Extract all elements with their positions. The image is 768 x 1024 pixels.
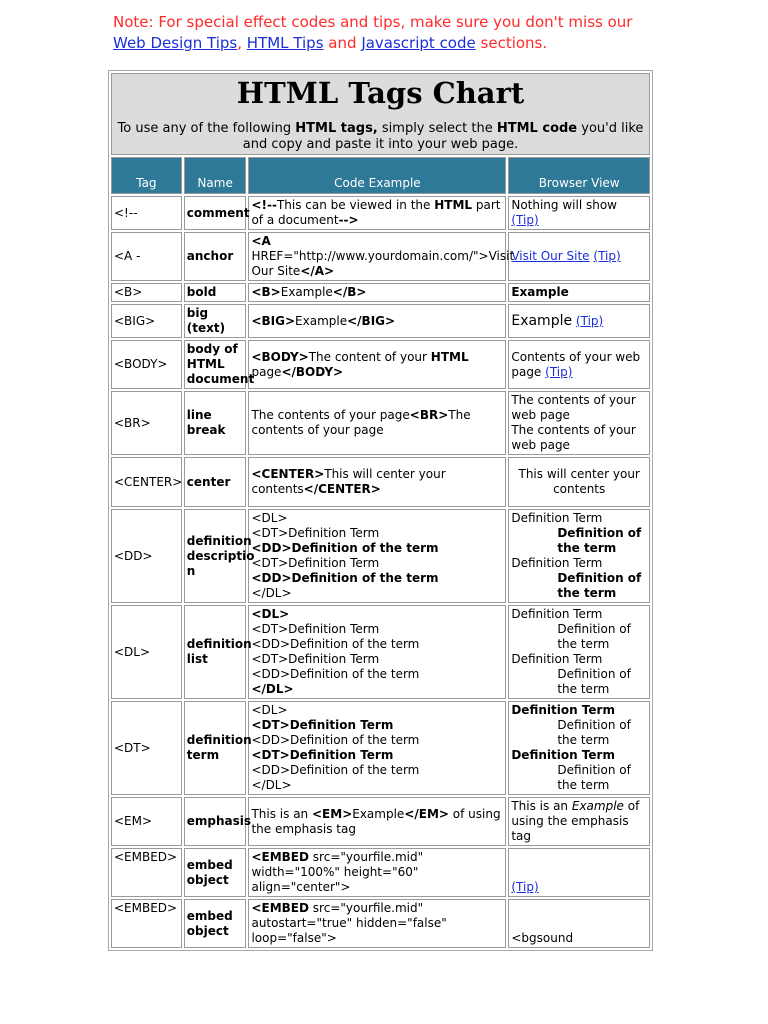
view-cell <box>508 232 650 281</box>
name-cell: emphasis <box>184 797 247 846</box>
chart-intro: To use any of the following HTML tags, simply select the HTML code you'd like and copy and paste it into your web page. <box>117 121 644 152</box>
view-cell: Example (Tip) <box>508 304 650 338</box>
col-name: Name <box>184 157 247 194</box>
table-row <box>111 304 650 338</box>
name-cell: body of HTML document <box>184 340 247 389</box>
view-cell: Nothing will show (Tip) <box>508 196 650 230</box>
tag-cell: <EMBED> <box>111 848 182 897</box>
name-cell: embed object <box>184 848 247 897</box>
chart-title: HTML Tags Chart <box>236 76 525 110</box>
view-cell: Definition Term Definition of the term Definition Term Definition of the term <box>508 605 650 699</box>
table-row <box>111 283 650 302</box>
view-cell: Definition Term Definition of the term Definition Term Definition of the term <box>508 701 650 795</box>
chart-header <box>111 73 650 155</box>
code-cell: The contents of your page<BR>The contents of your page <box>248 391 506 455</box>
code-cell: <CENTER>This will center your contents</CENTER> <box>248 457 506 507</box>
table-row <box>111 848 650 897</box>
html-tips-link[interactable]: HTML Tips <box>246 34 324 52</box>
name-cell: bold <box>184 283 247 302</box>
table-row <box>111 797 650 846</box>
code-cell: <DL> <DT>Definition Term <DD>Definition of the term <DT>Definition Term <DD>Definition of the term </DL> <box>248 509 506 603</box>
view-cell: This will center your contents <box>508 457 650 507</box>
name-cell: line break <box>184 391 247 455</box>
name-cell: big (text) <box>184 304 247 338</box>
web-design-tips-link[interactable]: Web Design Tips <box>113 34 238 52</box>
table-row <box>111 701 650 795</box>
name-cell: definition term <box>184 701 247 795</box>
tag-cell: <BODY> <box>111 340 182 389</box>
table-row <box>111 232 650 281</box>
table-row <box>111 457 650 507</box>
tag-cell: <A - <box>111 232 182 281</box>
col-code-example: Code Example <box>248 157 506 194</box>
view-cell: This is an Example of using the emphasis tag <box>508 797 650 846</box>
view-cell: Definition Term Definition of the term Definition Term Definition of the term <box>508 509 650 603</box>
tag-cell: <BIG> <box>111 304 182 338</box>
tip-link[interactable]: (Tip) <box>511 213 539 227</box>
code-cell: <EMBED src="yourfile.mid" width="100%" height="60" align="center"> <box>248 848 506 897</box>
col-tag: Tag <box>111 157 182 194</box>
col-browser-view: Browser View <box>508 157 650 194</box>
tag-cell: <DD> <box>111 509 182 603</box>
code-cell: <A HREF="http://www.yourdomain.com/">Visit Our Site</A> <box>248 232 506 281</box>
table-row <box>111 340 650 389</box>
html-tags-chart <box>108 70 653 951</box>
name-cell: anchor <box>184 232 247 281</box>
tag-cell: <EM> <box>111 797 182 846</box>
name-cell: comment <box>184 196 247 230</box>
view-cell <box>508 848 650 897</box>
view-cell: <bgsound <box>508 899 650 948</box>
table-row <box>111 509 650 603</box>
column-headers <box>111 157 650 194</box>
code-cell: <DL> <DT>Definition Term <DD>Definition of the term <DT>Definition Term <DD>Definition of the term </DL> <box>248 701 506 795</box>
name-cell: embed object <box>184 899 247 948</box>
code-cell: <DL> <DT>Definition Term <DD>Definition of the term <DT>Definition Term <DD>Definition of the term </DL> <box>248 605 506 699</box>
tag-cell: <B> <box>111 283 182 302</box>
code-cell: <!--This can be viewed in the HTML part of a document--> <box>248 196 506 230</box>
code-cell: This is an <EM>Example</EM> of using the emphasis tag <box>248 797 506 846</box>
name-cell: definition descriptio n <box>184 509 247 603</box>
tip-link[interactable]: (Tip) <box>545 364 573 379</box>
name-cell: definition list <box>184 605 247 699</box>
note-banner: Note: For special effect codes and tips, make sure you don't miss our Web Design Tips, HTML Tips and Javascript code sections. <box>113 13 633 52</box>
view-cell: Example <box>508 283 650 302</box>
table-row <box>111 196 650 230</box>
code-cell: <BIG>Example</BIG> <box>248 304 506 338</box>
code-cell: <BODY>The content of your HTML page</BODY> <box>248 340 506 389</box>
tag-cell: <DL> <box>111 605 182 699</box>
chart-table <box>108 70 653 951</box>
name-cell: center <box>184 457 247 507</box>
tag-cell: <BR> <box>111 391 182 455</box>
note-prefix: Note: For special effect codes and tips, make sure you don't miss our <box>113 13 633 31</box>
tip-link[interactable]: (Tip) <box>511 880 539 894</box>
view-cell: Contents of your web page (Tip) <box>508 340 650 389</box>
view-cell: The contents of your web page The contents of your web page <box>508 391 650 455</box>
tag-cell: <CENTER> <box>111 457 182 507</box>
code-cell: <EMBED src="yourfile.mid" autostart="true" hidden="false" loop="false"> <box>248 899 506 948</box>
tag-cell: <EMBED> <box>111 899 182 948</box>
table-row <box>111 605 650 699</box>
table-row <box>111 899 650 948</box>
tip-link[interactable]: (Tip) <box>575 313 604 328</box>
tip-link[interactable]: (Tip) <box>593 249 621 263</box>
tag-cell: <!-- <box>111 196 182 230</box>
visit-our-site-link[interactable]: Visit Our Site <box>511 249 590 263</box>
code-cell: <B>Example</B> <box>248 283 506 302</box>
javascript-code-link[interactable]: Javascript code <box>361 34 476 52</box>
table-row <box>111 391 650 455</box>
tag-cell: <DT> <box>111 701 182 795</box>
